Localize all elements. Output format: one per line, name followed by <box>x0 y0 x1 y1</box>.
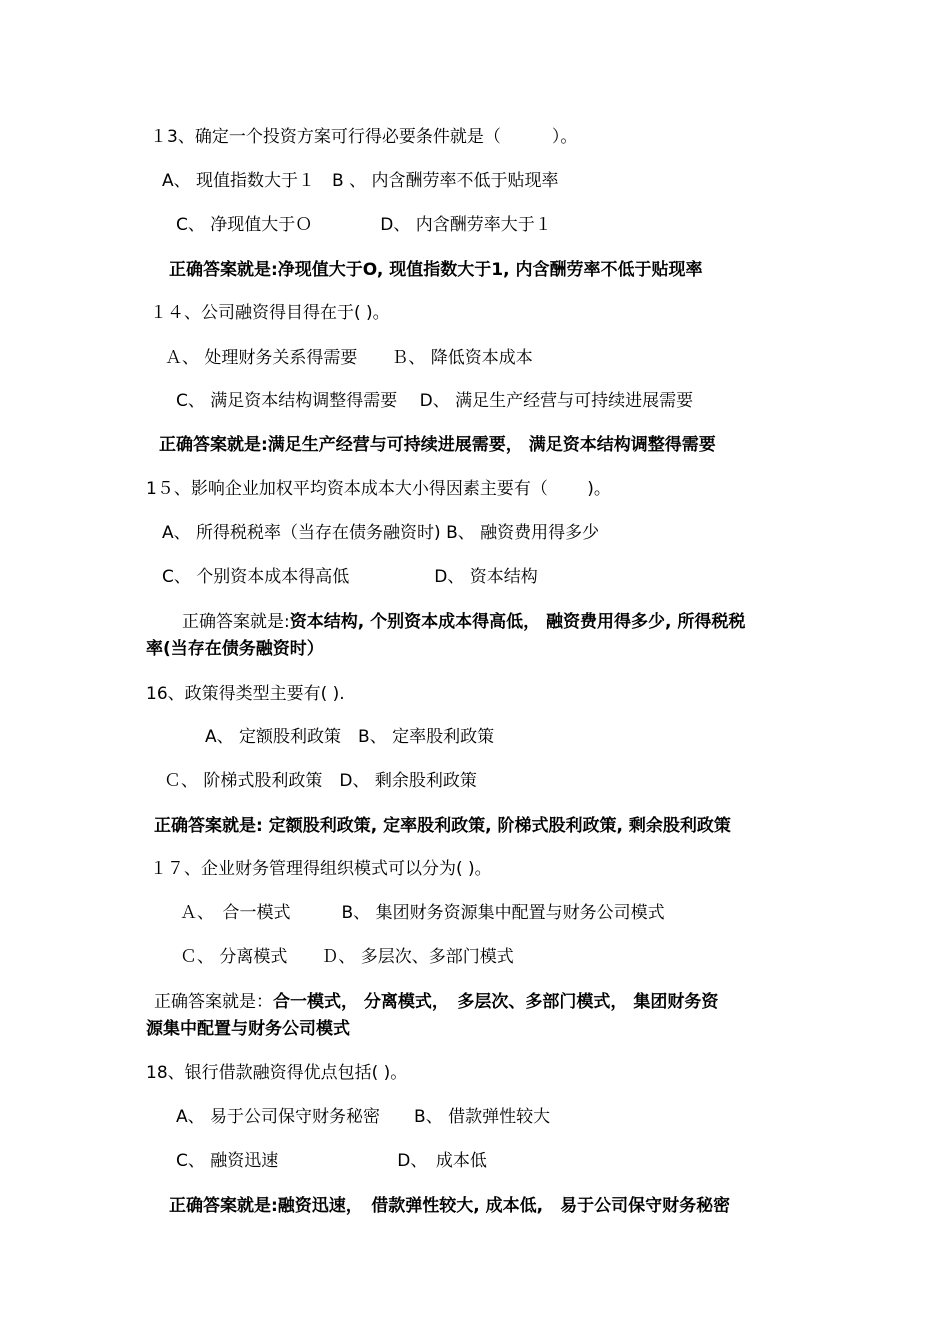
question-17-options-ab: Ａ、 合一模式 B、 集团财务资源集中配置与财务公司模式 <box>180 903 665 923</box>
question-18-answer: 正确答案就是:融资迅速， 借款弹性较大, 成本低, 易于公司保守财务秘密 <box>169 1196 731 1216</box>
answer-prefix: 正确答案就是: <box>182 612 290 632</box>
question-13-stem: １3、确定一个投资方案可行得必要条件就是（ ）。 <box>150 127 578 147</box>
question-13-options-cd: C、 净现值大于Ｏ D、 内含酬劳率大于１ <box>176 215 552 235</box>
question-14-options-cd: C、 满足资本结构调整得需要 D、 满足生产经营与可持续进展需要 <box>176 391 694 411</box>
question-13-options-ab: A、 现值指数大于１ B 、 内含酬劳率不低于贴现率 <box>162 171 559 191</box>
question-18-options-ab: A、 易于公司保守财务秘密 B、 借款弹性较大 <box>176 1107 551 1127</box>
answer-prefix: 正确答案就是： <box>154 992 273 1012</box>
question-14-answer: 正确答案就是:满足生产经营与可持续进展需要， 满足资本结构调整得需要 <box>159 435 716 455</box>
question-15-options-cd: C、 个别资本成本得高低 D、 资本结构 <box>162 567 538 587</box>
question-16-options-ab: A、 定额股利政策 B、 定率股利政策 <box>205 727 495 747</box>
question-15-answer-line1 <box>182 611 745 633</box>
question-15-stem: 1５、影响企业加权平均资本成本大小得因素主要有（ )。 <box>146 479 611 499</box>
question-15-options-ab: A、 所得税税率（当存在债务融资时) B、 融资费用得多少 <box>162 523 600 543</box>
question-16-options-cd: Ｃ、 阶梯式股利政策 D、 剩余股利政策 <box>164 771 477 791</box>
question-17-options-cd: Ｃ、 分离模式 Ｄ、 多层次、多部门模式 <box>180 947 514 967</box>
question-13-answer: 正确答案就是:净现值大于O, 现值指数大于1, 内含酬劳率不低于贴现率 <box>169 260 703 280</box>
question-16-stem: 16、政策得类型主要有( ). <box>146 684 345 704</box>
question-16-answer: 正确答案就是: 定额股利政策, 定率股利政策, 阶梯式股利政策, 剩余股利政策 <box>154 816 731 836</box>
question-17-answer-line1 <box>154 991 718 1013</box>
question-14-options-ab: Ａ、 处理财务关系得需要 Ｂ、 降低资本成本 <box>165 348 533 368</box>
answer-text: 资本结构, 个别资本成本得高低， 融资费用得多少, 所得税税 <box>289 612 746 632</box>
question-18-stem: 18、银行借款融资得优点包括( )。 <box>146 1063 408 1083</box>
question-14-stem: １４、公司融资得目得在于( )。 <box>150 303 390 323</box>
question-17-stem: １７、企业财务管理得组织模式可以分为( )。 <box>150 859 492 879</box>
answer-text: 合一模式， 分离模式， 多层次、多部门模式， 集团财务资 <box>273 992 719 1012</box>
question-17-answer-line2: 源集中配置与财务公司模式 <box>146 1019 350 1039</box>
question-18-options-cd: C、 融资迅速 D、 成本低 <box>176 1151 487 1171</box>
question-15-answer-line2: 率(当存在债务融资时） <box>146 639 324 659</box>
